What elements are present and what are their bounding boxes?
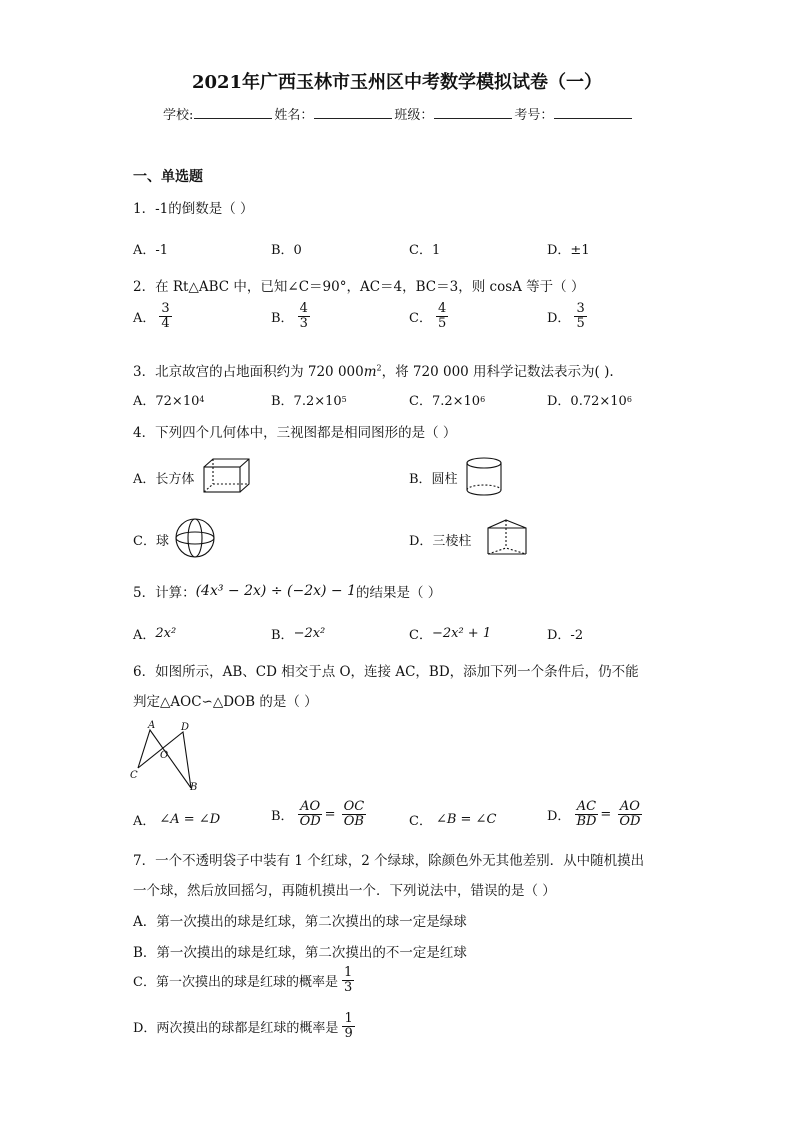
q2-c-fraction <box>436 302 448 330</box>
q5-a-expr: 2x² <box>155 626 177 641</box>
q7-c-text: C．第一次摸出的球是红球的概率是 <box>133 974 338 990</box>
q4-stem: 4．下列四个几何体中，三视图都是相同图形的是（ ） <box>133 425 457 441</box>
q6-line1: 6．如图所示，AB、CD 相交于点 O，连接 AC，BD，添加下列一个条件后，仍不能 <box>133 664 639 680</box>
class-label: 班级： <box>394 108 434 123</box>
q2-d-fraction <box>574 302 586 330</box>
q6-option-d[interactable] <box>547 800 642 828</box>
fig-label-b: B <box>190 782 198 793</box>
q3-stem: 3．北京故宫的占地面积约为 720 $000m^2$，将 720 000 用科学记数法表示为( ). <box>133 363 614 380</box>
q3-a-base: A．72×10 <box>133 394 200 409</box>
q2-b-label: B． <box>271 310 294 326</box>
student-info-line <box>163 104 634 123</box>
q7-d-num: 1 <box>344 1011 353 1026</box>
q1-option-a[interactable]: A．-1 <box>133 243 169 258</box>
q4-option-a[interactable]: A．长方体 <box>133 472 195 487</box>
q2-b-den: 3 <box>299 315 308 331</box>
q4-option-b[interactable]: B．圆柱 <box>409 472 458 487</box>
q1-stem: 1．-1的倒数是（ ） <box>133 201 254 217</box>
q6-c-expr: ∠B = ∠C <box>435 812 497 827</box>
q6-d-den2: OD <box>619 813 641 829</box>
q7-c-num: 1 <box>343 965 353 980</box>
q6-d-label: D． <box>547 808 571 824</box>
q2-a-fraction <box>159 302 171 330</box>
q7-c-fraction <box>342 966 354 994</box>
q3-option-b[interactable] <box>271 390 347 409</box>
fig-label-c: C <box>130 770 138 781</box>
q5-option-a[interactable] <box>133 624 176 643</box>
q2-c-den: 5 <box>437 315 447 331</box>
q2-option-a[interactable] <box>133 302 172 330</box>
q7-option-b[interactable]: B．第一次摸出的球是红球，第二次摸出的不一定是红球 <box>133 945 467 961</box>
exam-no-label: 考号： <box>514 108 554 123</box>
q6-a-expr: ∠A = ∠D <box>159 812 221 827</box>
q3-option-a[interactable] <box>133 390 204 409</box>
q2-b-fraction <box>298 302 310 330</box>
q5-option-c[interactable] <box>409 624 491 643</box>
q3-stem-post: ，将 720 000 用科学记数法表示为( ). <box>381 364 614 380</box>
name-label: 姓名： <box>274 108 314 123</box>
q6-b-eq: = <box>324 806 336 822</box>
q3-b-exp: 5 <box>341 395 347 404</box>
q3-d-exp: 6 <box>626 395 632 404</box>
q5-option-b[interactable] <box>271 624 325 643</box>
q2-d-den: 5 <box>576 315 585 331</box>
q5-a-label: A． <box>133 628 156 643</box>
q6-b-num2: OC <box>343 799 365 814</box>
q1-option-c[interactable]: C．1 <box>409 243 441 258</box>
q6-option-b[interactable] <box>271 800 366 828</box>
q3-c-base: C．7.2×10 <box>409 394 481 409</box>
q6-a-label: A． <box>133 814 156 829</box>
class-blank[interactable] <box>434 106 512 119</box>
school-blank[interactable] <box>194 106 272 119</box>
q2-b-num: 4 <box>299 301 308 316</box>
q7-d-text: D．两次摸出的球都是红球的概率是 <box>133 1020 339 1036</box>
q3-option-d[interactable] <box>547 390 632 409</box>
q6-d-frac2 <box>617 800 642 828</box>
sphere-icon <box>174 517 218 559</box>
q6-d-eq: = <box>600 806 612 822</box>
q3-stem-pre: 3．北京故宫的占地面积约为 720 000 <box>133 364 364 380</box>
q3-unit: m <box>363 364 377 380</box>
section-heading: 一、单选题 <box>133 169 203 185</box>
q7-d-fraction <box>342 1012 354 1040</box>
q5-c-label: C． <box>409 628 432 643</box>
q3-c-exp: 6 <box>480 395 486 404</box>
q2-d-num: 3 <box>576 301 585 316</box>
q2-a-num: 3 <box>161 301 170 316</box>
q6-option-a[interactable] <box>133 810 220 829</box>
cuboid-icon <box>202 457 252 495</box>
q2-c-num: 4 <box>437 301 447 316</box>
q6-geometry-figure <box>128 718 208 794</box>
q2-option-b[interactable] <box>271 302 310 330</box>
q6-d-num1: AC <box>576 799 597 814</box>
q6-b-den1: OD <box>299 813 321 829</box>
q2-stem: 2．在 Rt△ABC 中，已知∠C＝90°，AC＝4，BC＝3，则 cosA 等于（ ） <box>133 279 585 295</box>
q5-b-expr: −2x² <box>293 626 326 641</box>
fig-label-o: O <box>160 750 169 761</box>
q1-option-d[interactable]: D．±1 <box>547 243 590 258</box>
q3-a-exp: 4 <box>199 395 205 404</box>
q3-b-base: B．7.2×10 <box>271 394 342 409</box>
q1-option-b[interactable]: B．0 <box>271 243 302 258</box>
q7-c-den: 3 <box>343 979 353 995</box>
q5-stem-post: 的结果是（ ） <box>356 585 442 601</box>
exam-no-blank[interactable] <box>554 106 632 119</box>
fig-label-a: A <box>148 720 156 731</box>
q6-b-label: B． <box>271 808 294 824</box>
q2-c-label: C． <box>409 310 432 326</box>
q3-option-c[interactable] <box>409 390 485 409</box>
q5-option-d[interactable]: D．-2 <box>547 628 584 643</box>
q6-b-frac1 <box>298 800 323 828</box>
q7-option-d[interactable] <box>133 1012 355 1040</box>
q5-c-expr: −2x² + 1 <box>431 626 492 641</box>
q6-d-den1: BD <box>576 813 597 829</box>
q6-d-frac1 <box>574 800 598 828</box>
q6-line2: 判定△AOC∽△DOB 的是（ ） <box>133 694 318 710</box>
q6-b-frac2 <box>342 800 367 828</box>
q5-stem <box>133 581 441 601</box>
page-title: 2021年广西玉林市玉州区中考数学模拟试卷（一） <box>191 72 603 93</box>
q5-expression: (4x³ − 2x) ÷ (−2x) − 1 <box>195 583 356 599</box>
q4-option-d[interactable]: D．三棱柱 <box>409 534 472 549</box>
name-blank[interactable] <box>314 106 392 119</box>
fig-label-d: D <box>181 722 190 733</box>
q7-option-a[interactable]: A．第一次摸出的球是红球，第二次摸出的球一定是绿球 <box>133 914 467 930</box>
q4-option-c[interactable]: C．球 <box>133 534 169 549</box>
q2-a-den: 4 <box>161 315 170 331</box>
q6-option-c[interactable] <box>409 810 496 829</box>
q5-b-label: B． <box>271 628 294 643</box>
q7-d-den: 9 <box>344 1025 353 1041</box>
q6-c-label: C． <box>409 814 432 829</box>
cylinder-icon <box>465 456 505 498</box>
q2-option-d[interactable] <box>547 302 587 330</box>
q2-a-label: A． <box>133 310 156 326</box>
q7-option-c[interactable] <box>133 966 354 994</box>
q5-stem-label: 5．计算： <box>133 585 196 601</box>
q2-d-label: D． <box>547 310 571 326</box>
q7-line2: 一个球，然后放回摇匀，再随机摸出一个．下列说法中，错误的是（ ） <box>133 883 556 899</box>
q7-line1: 7．一个不透明袋子中装有 1 个红球，2 个绿球，除颜色外无其他差别．从中随机摸出 <box>133 853 645 869</box>
q6-b-den2: OB <box>343 813 364 829</box>
q6-b-num1: AO <box>300 799 321 814</box>
triangular-prism-icon <box>484 518 530 558</box>
q2-option-c[interactable] <box>409 302 448 330</box>
q6-d-num2: AO <box>619 799 640 814</box>
school-label: 学校: <box>163 108 194 123</box>
q3-d-base: D．0.72×10 <box>547 394 627 409</box>
